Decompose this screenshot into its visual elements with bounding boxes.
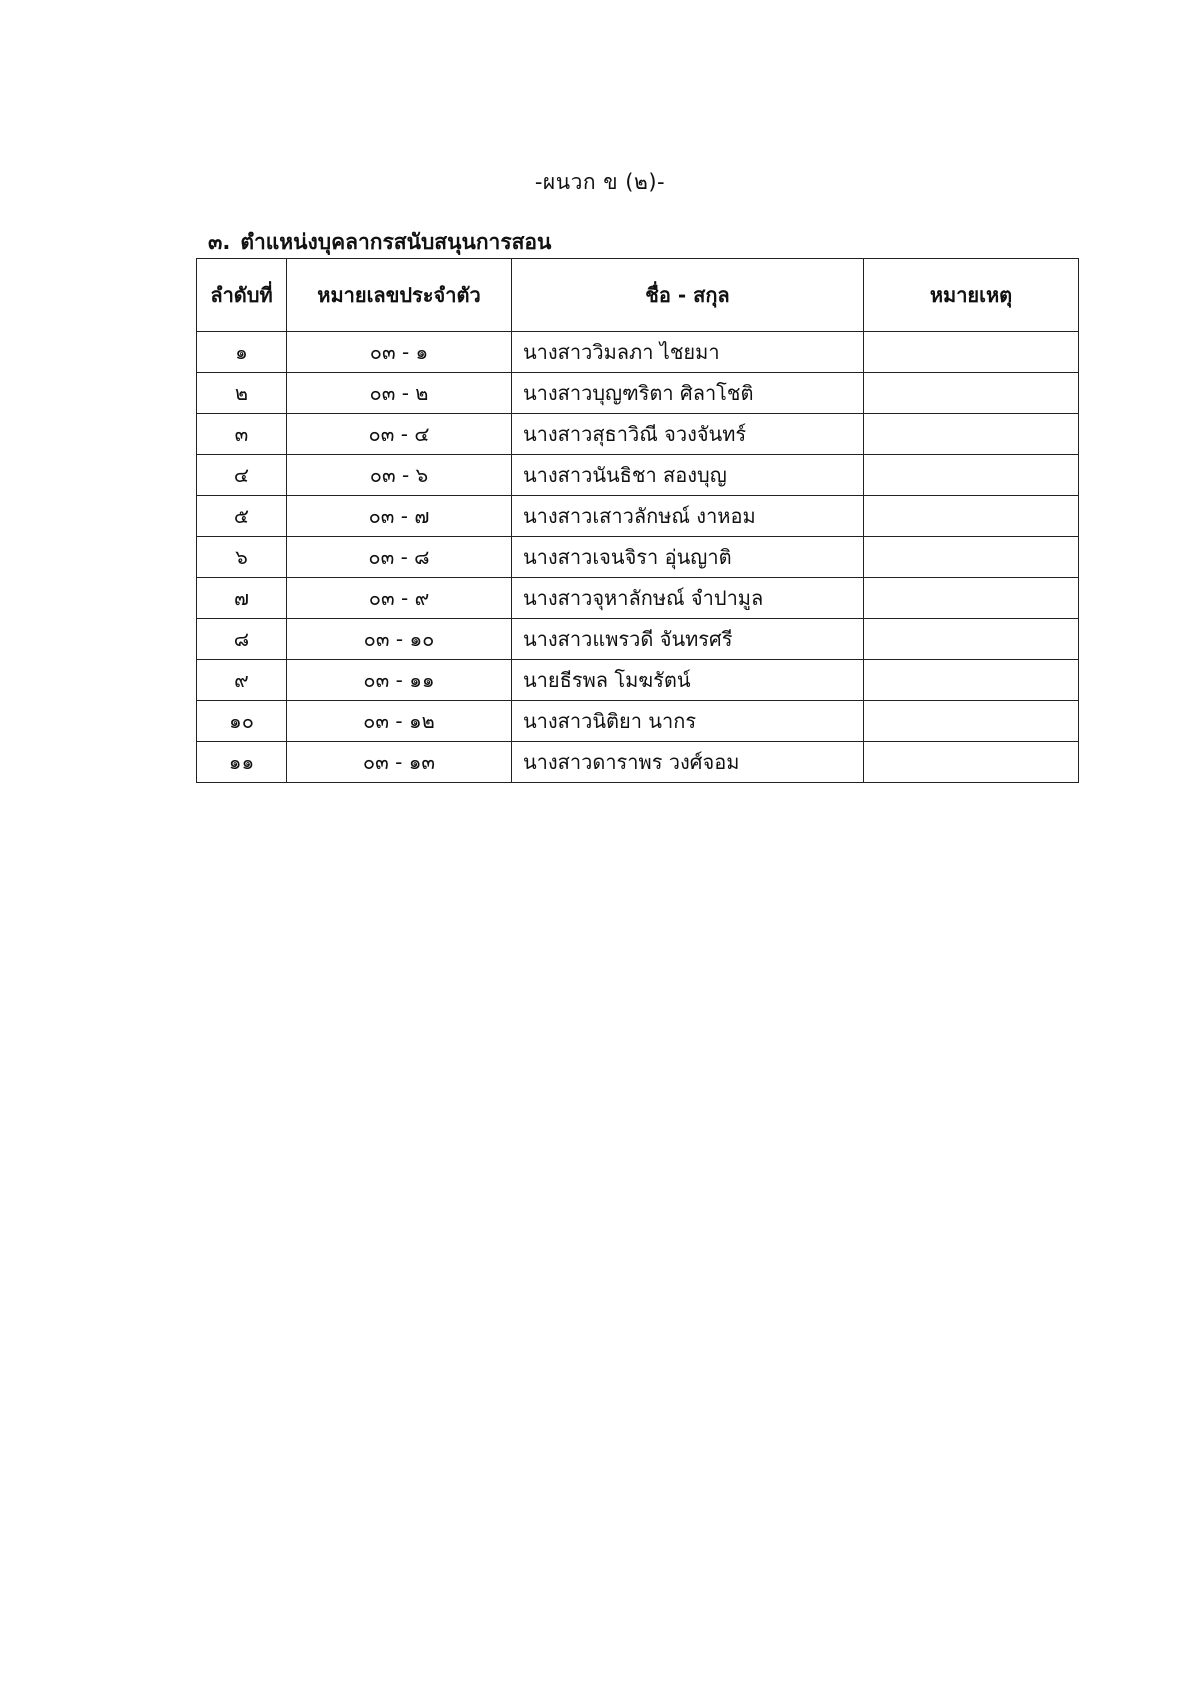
cell-order: ๙: [197, 660, 287, 701]
cell-id: ๐๓ - ๑๓: [287, 742, 512, 783]
cell-note: [864, 619, 1079, 660]
cell-order: ๗: [197, 578, 287, 619]
cell-name: นางสาวสุธาวิณี จวงจันทร์: [512, 414, 864, 455]
cell-order: ๖: [197, 537, 287, 578]
cell-order: ๑: [197, 332, 287, 373]
cell-id: ๐๓ - ๑๐: [287, 619, 512, 660]
col-header-note: หมายเหตุ: [864, 259, 1079, 332]
cell-note: [864, 332, 1079, 373]
cell-name: นางสาวนิติยา นากร: [512, 701, 864, 742]
cell-order: ๓: [197, 414, 287, 455]
section-heading: [208, 226, 551, 259]
col-header-id: หมายเลขประจำตัว: [287, 259, 512, 332]
cell-note: [864, 742, 1079, 783]
table-row: [197, 660, 1079, 701]
cell-order: ๕: [197, 496, 287, 537]
cell-name: นางสาวเสาวลักษณ์ งาหอม: [512, 496, 864, 537]
cell-order: ๔: [197, 455, 287, 496]
cell-id: ๐๓ - ๒: [287, 373, 512, 414]
cell-id: ๐๓ - ๗: [287, 496, 512, 537]
cell-name: นางสาวจุหาลักษณ์ จำปามูล: [512, 578, 864, 619]
table-row: [197, 332, 1079, 373]
cell-name: นางสาวเจนจิรา อุ่นญาติ: [512, 537, 864, 578]
table-row: [197, 455, 1079, 496]
cell-id: ๐๓ - ๘: [287, 537, 512, 578]
cell-id: ๐๓ - ๔: [287, 414, 512, 455]
table-row: [197, 701, 1079, 742]
col-header-order: ลำดับที่: [197, 259, 287, 332]
cell-note: [864, 414, 1079, 455]
cell-note: [864, 455, 1079, 496]
cell-order: ๑๐: [197, 701, 287, 742]
table-row: [197, 496, 1079, 537]
cell-name: นางสาวนันธิชา สองบุญ: [512, 455, 864, 496]
staff-table: [196, 258, 1079, 783]
table-header-row: [197, 259, 1079, 332]
table-row: [197, 373, 1079, 414]
cell-note: [864, 701, 1079, 742]
cell-note: [864, 537, 1079, 578]
table-row: [197, 537, 1079, 578]
cell-name: นางสาวดาราพร วงศ์จอม: [512, 742, 864, 783]
cell-name: นางสาวบุญฑริตา ศิลาโชติ: [512, 373, 864, 414]
cell-id: ๐๓ - ๖: [287, 455, 512, 496]
table-row: [197, 578, 1079, 619]
cell-note: [864, 496, 1079, 537]
cell-name: นายธีรพล โมฆรัตน์: [512, 660, 864, 701]
section-title: ตำแหน่งบุคลากรสนับสนุนการสอน: [240, 230, 552, 254]
cell-name: นางสาวแพรวดี จันทรศรี: [512, 619, 864, 660]
cell-note: [864, 660, 1079, 701]
table-row: [197, 742, 1079, 783]
cell-note: [864, 373, 1079, 414]
cell-note: [864, 578, 1079, 619]
cell-order: ๘: [197, 619, 287, 660]
cell-order: ๒: [197, 373, 287, 414]
col-header-name: ชื่อ - สกุล: [512, 259, 864, 332]
page-header: -ผนวก ข (๒)-: [534, 170, 666, 194]
table-row: [197, 414, 1079, 455]
cell-id: ๐๓ - ๑๒: [287, 701, 512, 742]
cell-id: ๐๓ - ๑: [287, 332, 512, 373]
table-row: [197, 619, 1079, 660]
cell-name: นางสาววิมลภา ไชยมา: [512, 332, 864, 373]
cell-id: ๐๓ - ๙: [287, 578, 512, 619]
cell-order: ๑๑: [197, 742, 287, 783]
section-number: ๓.: [208, 230, 231, 254]
cell-id: ๐๓ - ๑๑: [287, 660, 512, 701]
